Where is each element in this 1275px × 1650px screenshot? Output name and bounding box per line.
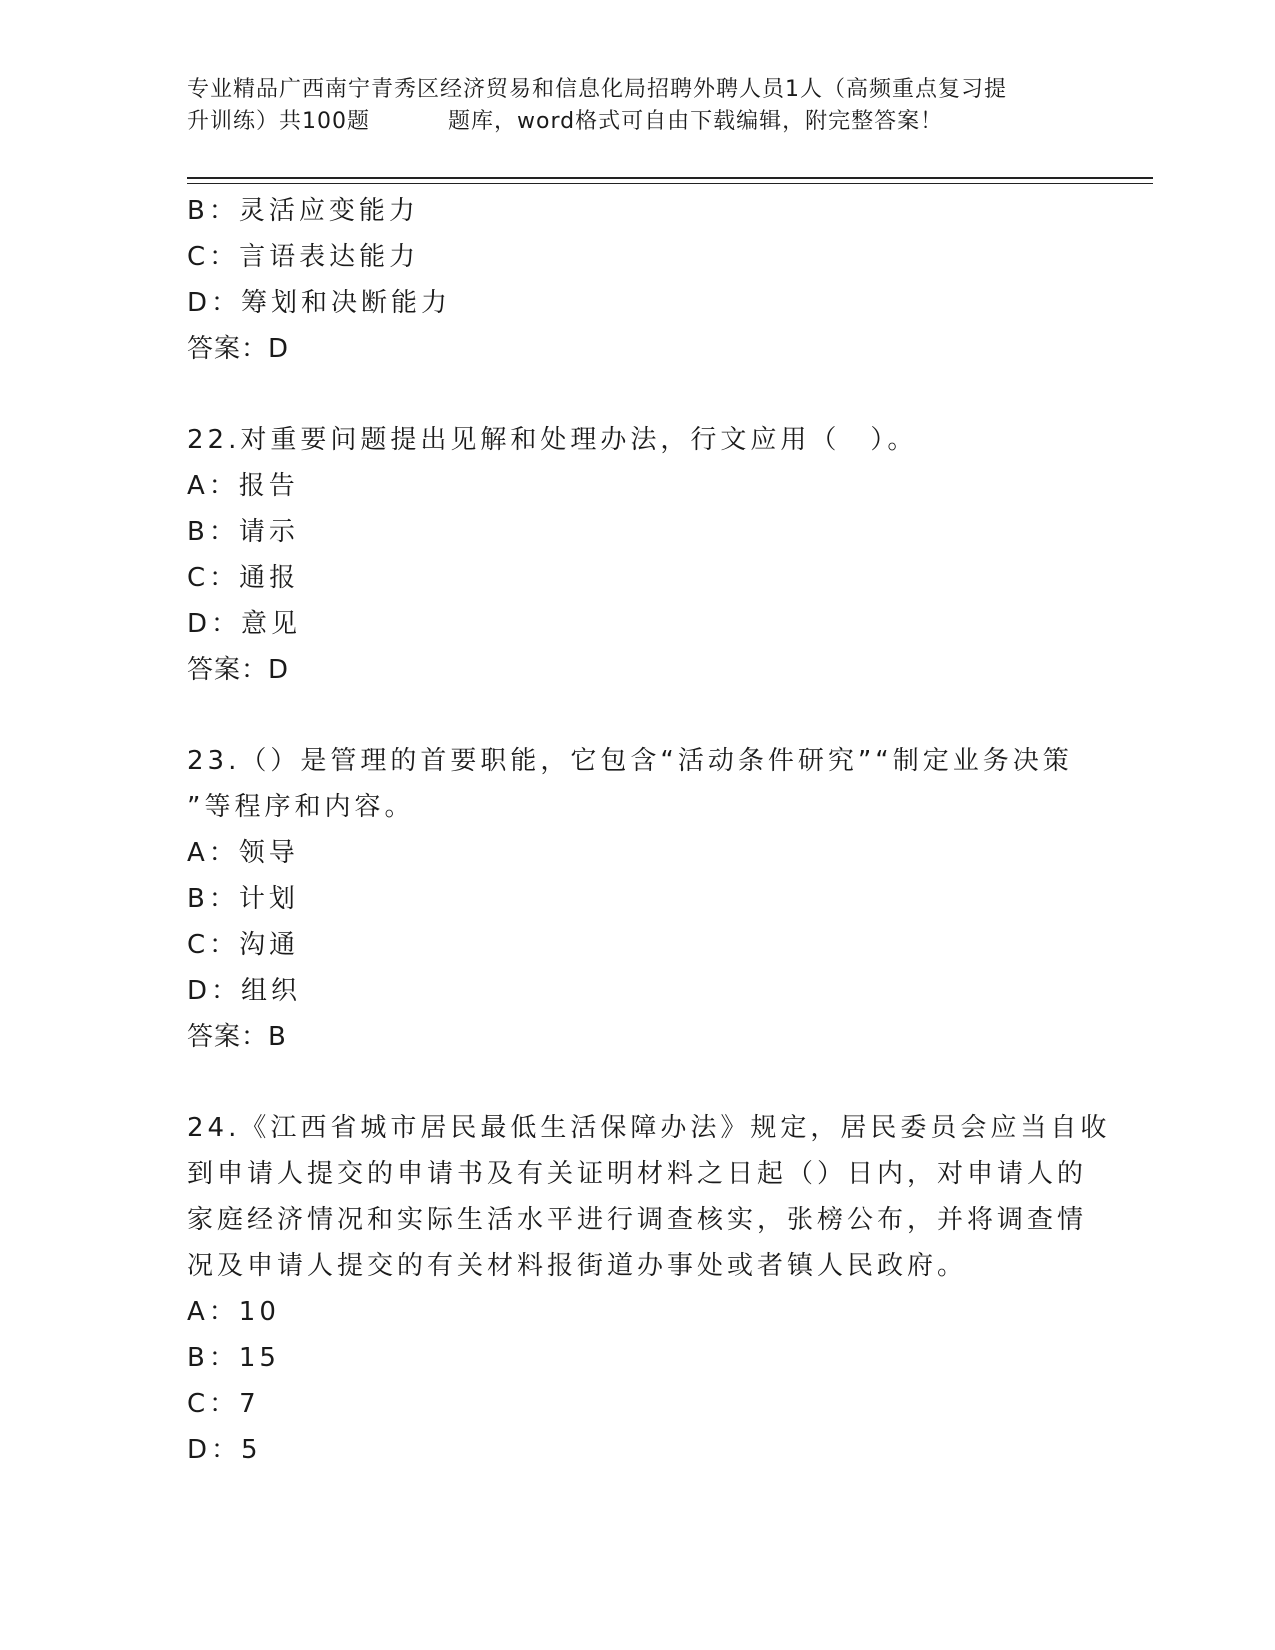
option-c: C：7 [187,1389,260,1419]
option-c: C：通报 [187,563,300,593]
header-line-2a: 升训练）共100题 [187,109,370,134]
question-list [187,188,1111,1473]
header-line-1: 专业精品广西南宁青秀区经济贸易和信息化局招聘外聘人员1人（高频重点复习提 [187,77,1007,102]
question-24-line-4: 况及申请人提交的有关材料报街道办事处或者镇人民政府。 [187,1251,968,1281]
option-a: A：报告 [187,471,299,501]
option-d: D：组织 [187,976,302,1006]
option-d: D：筹划和决断能力 [187,288,452,318]
option-c: C：言语表达能力 [187,242,420,272]
option-c: C：沟通 [187,930,300,960]
header-line-2 [187,106,1087,138]
option-b: B：请示 [187,517,299,547]
question-24-line-2: 到申请人提交的申请书及有关证明材料之日起（）日内，对申请人的 [187,1159,1088,1189]
question-23-line-2: ”等程序和内容。 [187,792,415,822]
option-d: D：5 [187,1435,262,1465]
question-24-line-3: 家庭经济情况和实际生活水平进行调查核实，张榜公布，并将调查情 [187,1205,1088,1235]
answer: 答案：B [187,1022,287,1052]
question-24-line-1: 24.《江西省城市居民最低生活保障办法》规定，居民委员会应当自收 [187,1113,1111,1143]
option-b: B：灵活应变能力 [187,196,419,226]
option-b: B：15 [187,1343,280,1373]
header-line-2b: 题库，word格式可自由下载编辑，附完整答案！ [448,109,944,134]
question-23-line-1: 23.（）是管理的首要职能，它包含“活动条件研究”“制定业务决策 [187,746,1073,776]
answer: 答案：D [187,334,290,364]
answer: 答案：D [187,655,290,685]
document-header [187,74,1087,138]
question-22-text: 22.对重要问题提出见解和处理办法，行文应用（ ）。 [187,425,918,455]
header-divider [187,177,1153,184]
option-a: A：10 [187,1297,280,1327]
option-b: B：计划 [187,884,299,914]
option-a: A：领导 [187,838,299,868]
option-d: D：意见 [187,609,302,639]
